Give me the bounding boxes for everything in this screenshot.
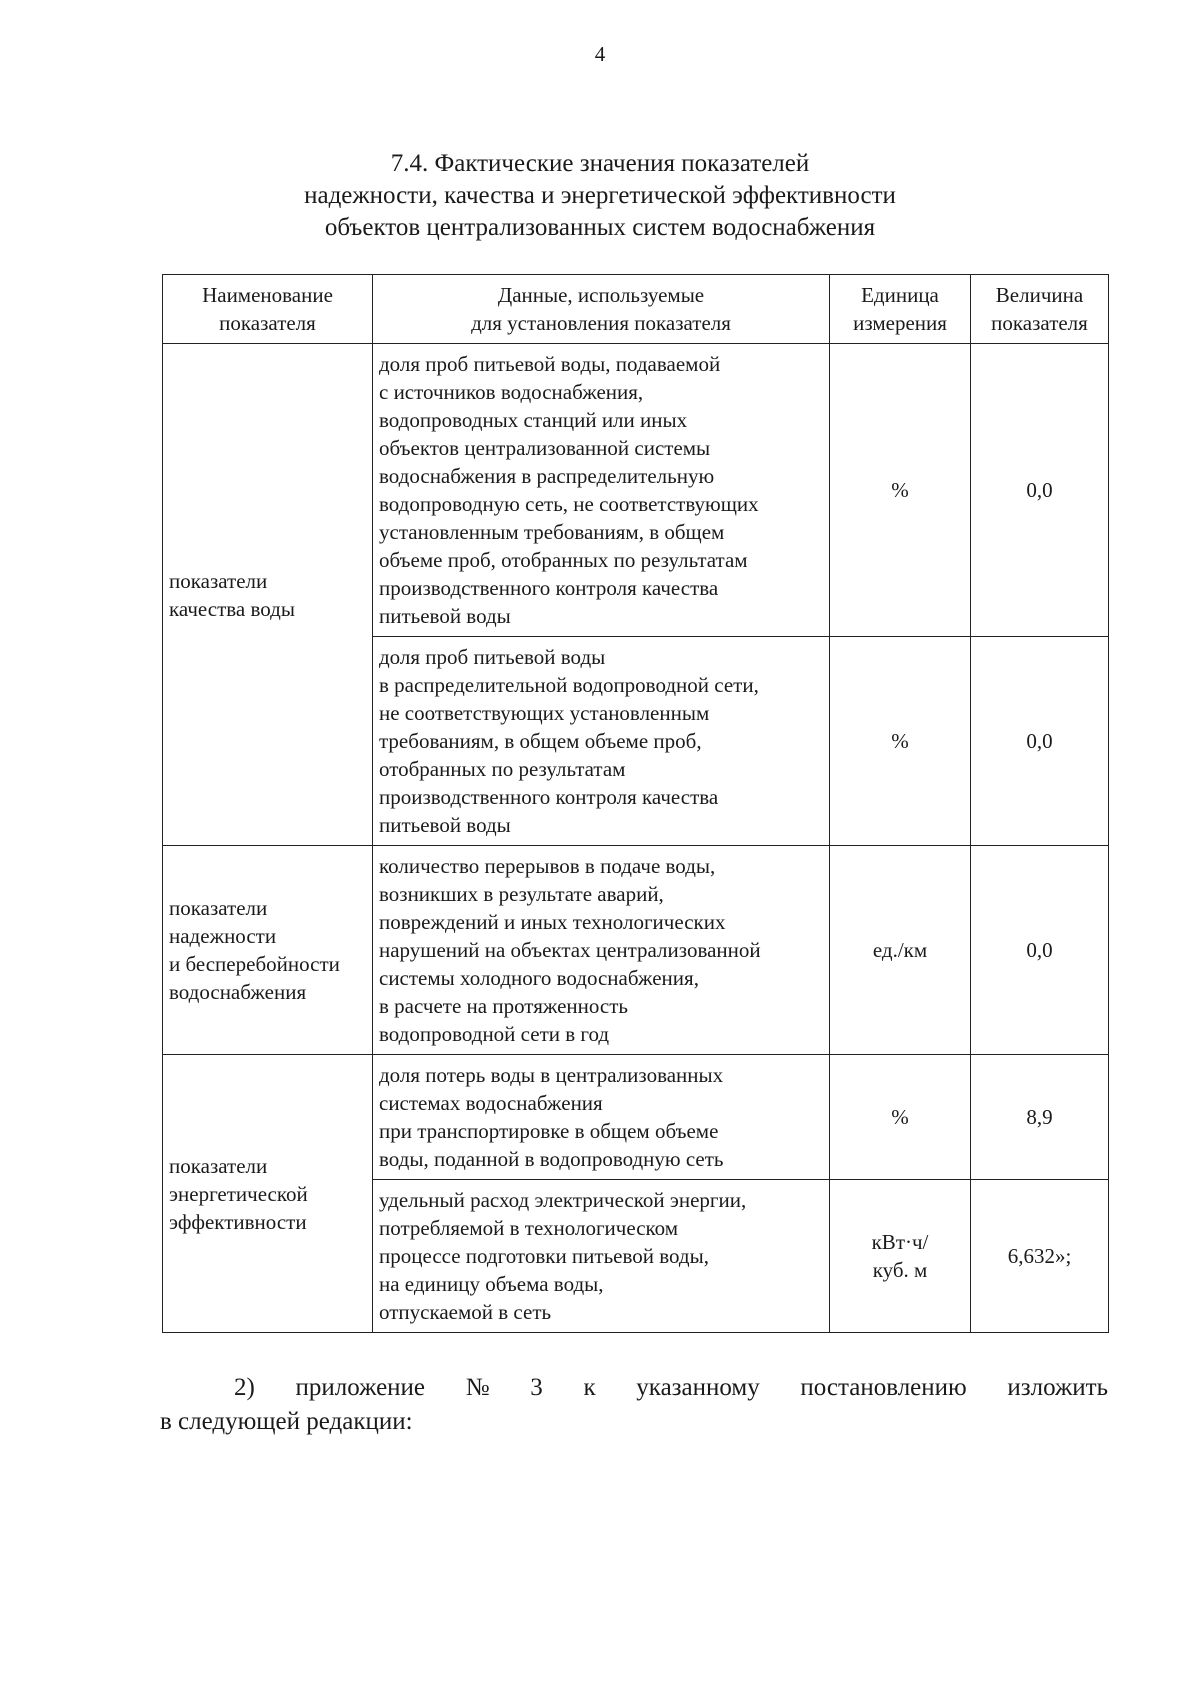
- cell-line: отобранных по результатам: [379, 757, 626, 781]
- cell-line: производственного контроля качества: [379, 576, 719, 600]
- cell-line: не соответствующих установленным: [379, 701, 710, 725]
- indicator-value: 0,0: [971, 344, 1109, 637]
- indicator-unit: [830, 637, 971, 846]
- cell-line: отпускаемой в сеть: [379, 1300, 552, 1324]
- indicator-name: [163, 846, 373, 1055]
- table-body: [163, 344, 1109, 1333]
- table-row: [163, 344, 1109, 637]
- indicator-data: [373, 344, 830, 637]
- cell-line: повреждений и иных технологических: [379, 910, 726, 934]
- cell-line: энергетической: [169, 1181, 308, 1206]
- cell-line: потребляемой в технологическом: [379, 1216, 679, 1240]
- indicator-name: [163, 344, 373, 846]
- header-unit: Единица измерения: [830, 275, 971, 344]
- cell-line: с источников водоснабжения,: [379, 380, 644, 404]
- cell-line: воды, поданной в водопроводную сеть: [379, 1147, 724, 1171]
- cell-line: количество перерывов в подаче воды,: [379, 854, 716, 878]
- cell-line: в распределительной водопроводной сети,: [379, 673, 759, 697]
- paragraph-line-2: в следующей редакции:: [160, 1408, 413, 1435]
- title-line-1: 7.4. Фактические значения показателей: [390, 150, 810, 177]
- cell-line: доля проб питьевой воды, подаваемой: [379, 352, 721, 376]
- cell-line: требованиям, в общем объеме проб,: [379, 729, 702, 753]
- cell-line: системах водоснабжения: [379, 1091, 603, 1115]
- title-line-3: объектов централизованных систем водоснабжения: [324, 214, 876, 241]
- cell-line: %: [891, 729, 909, 753]
- table-row: [163, 1055, 1109, 1180]
- cell-line: нарушений на объектах централизованной: [379, 938, 761, 962]
- cell-line: производственного контроля качества: [379, 785, 719, 809]
- cell-line: кВт·ч/: [871, 1230, 929, 1254]
- cell-line: %: [891, 478, 909, 502]
- title-line-2: надежности, качества и энергетической эффективности: [304, 182, 896, 209]
- cell-line: объеме проб, отобранных по результатам: [379, 548, 748, 572]
- cell-line: питьевой воды: [379, 813, 511, 837]
- cell-line: питьевой воды: [379, 604, 511, 628]
- indicator-value: 8,9: [971, 1055, 1109, 1180]
- cell-line: показатели: [169, 568, 268, 593]
- cell-line: водоснабжения в распределительную: [379, 464, 715, 488]
- indicator-unit: [830, 344, 971, 637]
- cell-line: удельный расход электрической энергии,: [379, 1188, 747, 1212]
- cell-line: в расчете на протяженность: [379, 994, 628, 1018]
- cell-line: куб. м: [872, 1258, 928, 1282]
- paragraph-word: указанному: [636, 1374, 760, 1401]
- cell-line: системы холодного водоснабжения,: [379, 966, 699, 990]
- header-data: Данные, используемые для установления показателя: [373, 275, 830, 344]
- cell-line: показатели: [169, 896, 268, 920]
- indicator-value: 6,632»;: [971, 1180, 1109, 1333]
- paragraph-word: постановлению: [800, 1374, 967, 1401]
- indicator-data: [373, 637, 830, 846]
- paragraph-line-1: [160, 1371, 1108, 1405]
- cell-line: доля проб питьевой воды: [379, 645, 606, 669]
- table-row: [163, 846, 1109, 1055]
- indicators-table: [162, 274, 1109, 1333]
- indicator-unit: [830, 846, 971, 1055]
- cell-line: водопроводных станций или иных: [379, 408, 688, 432]
- paragraph-word: приложение: [295, 1374, 426, 1401]
- cell-line: %: [891, 1105, 909, 1129]
- paragraph-word: изложить: [1007, 1374, 1108, 1401]
- page-number: 4: [594, 42, 606, 66]
- indicator-data: [373, 846, 830, 1055]
- cell-line: водопроводной сети в год: [379, 1022, 610, 1046]
- indicator-name: [163, 1055, 373, 1333]
- indicator-value: 0,0: [971, 637, 1109, 846]
- cell-line: на единицу объема воды,: [379, 1272, 604, 1296]
- cell-line: водопроводную сеть, не соответствующих: [379, 492, 759, 516]
- cell-line: водоснабжения: [169, 980, 307, 1004]
- header-name: Наименование показателя: [163, 275, 373, 344]
- cell-line: возникших в результате аварий,: [379, 882, 664, 906]
- cell-line: процессе подготовки питьевой воды,: [379, 1244, 709, 1268]
- indicator-unit: [830, 1055, 971, 1180]
- indicator-data: [373, 1055, 830, 1180]
- cell-line: эффективности: [169, 1209, 307, 1234]
- indicator-value: 0,0: [971, 846, 1109, 1055]
- paragraph-word: 2): [234, 1374, 255, 1401]
- cell-line: установленным требованиям, в общем: [379, 520, 725, 544]
- cell-line: объектов централизованной системы: [379, 436, 711, 460]
- header-value: Величина показателя: [971, 275, 1109, 344]
- amendment-paragraph: [160, 1371, 1108, 1439]
- cell-line: и бесперебойности: [169, 952, 340, 976]
- cell-line: надежности: [169, 924, 277, 948]
- cell-line: доля потерь воды в централизованных: [379, 1063, 724, 1087]
- indicator-data: [373, 1180, 830, 1333]
- cell-line: ед./км: [872, 938, 928, 962]
- indicator-unit: [830, 1180, 971, 1333]
- paragraph-word: к: [583, 1374, 596, 1401]
- paragraph-word: №: [465, 1374, 490, 1401]
- section-title: [0, 148, 1200, 244]
- cell-line: показатели: [169, 1153, 268, 1178]
- paragraph-word: 3: [530, 1374, 543, 1401]
- cell-line: качества воды: [169, 596, 295, 621]
- cell-line: при транспортировке в общем объеме: [379, 1119, 719, 1143]
- table-header-row: [163, 275, 1109, 344]
